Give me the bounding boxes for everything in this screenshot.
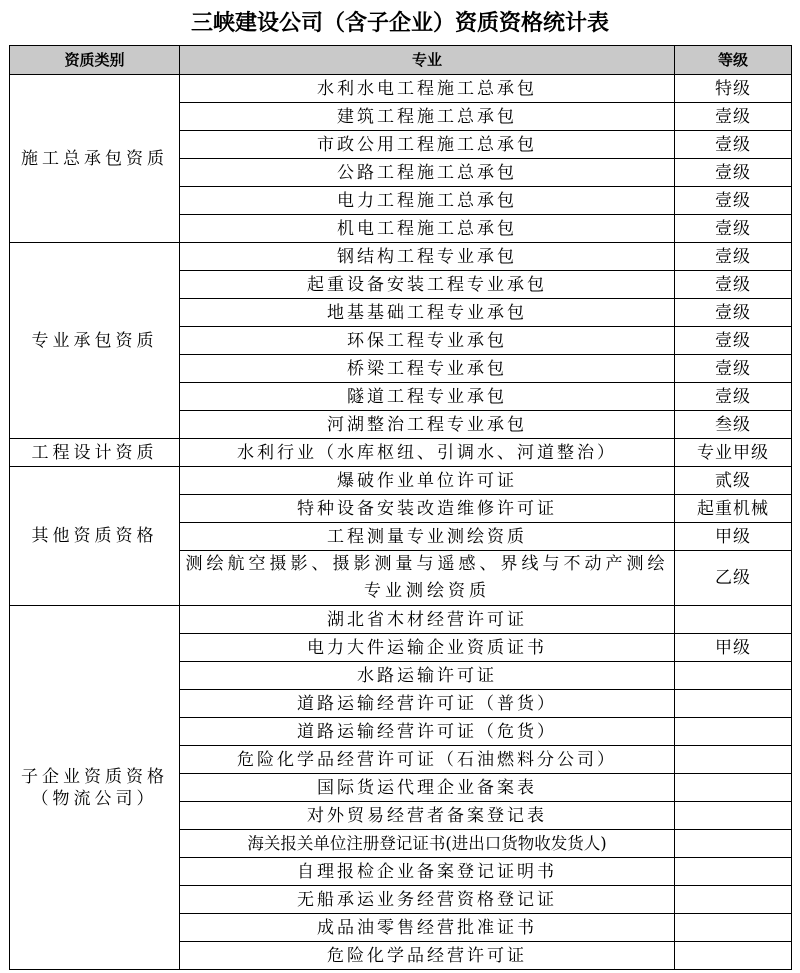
- specialty-cell: 机电工程施工总承包: [180, 215, 675, 243]
- specialty-cell: 建筑工程施工总承包: [180, 103, 675, 131]
- specialty-cell: 电力大件运输企业资质证书: [180, 634, 675, 662]
- specialty-cell: 电力工程施工总承包: [180, 187, 675, 215]
- category-cell: 专业承包资质: [10, 243, 180, 439]
- document-title: 三峡建设公司（含子企业）资质资格统计表: [190, 10, 609, 36]
- grade-cell: [675, 802, 792, 830]
- category-cell: 施工总承包资质: [10, 75, 180, 243]
- specialty-cell: 桥梁工程专业承包: [180, 355, 675, 383]
- grade-cell: 壹级: [675, 103, 792, 131]
- table-row: [10, 439, 792, 467]
- grade-cell: [675, 830, 792, 858]
- grade-cell: 壹级: [675, 299, 792, 327]
- specialty-cell: 水利行业（水库枢纽、引调水、河道整治）: [180, 439, 675, 467]
- grade-cell: 贰级: [675, 467, 792, 495]
- grade-cell: 壹级: [675, 327, 792, 355]
- grade-cell: [675, 690, 792, 718]
- grade-cell: [675, 662, 792, 690]
- grade-cell: [675, 774, 792, 802]
- category-cell-text: 子企业资质资格（物流公司）: [21, 766, 168, 809]
- specialty-cell: 道路运输经营许可证（危货）: [180, 718, 675, 746]
- grade-cell: 壹级: [675, 243, 792, 271]
- grade-cell: [675, 858, 792, 886]
- table-row: [10, 467, 792, 495]
- table-header-row: [10, 46, 792, 75]
- grade-cell: [675, 606, 792, 634]
- header-specialty: 专业: [180, 46, 675, 75]
- grade-cell: 起重机械: [675, 495, 792, 523]
- specialty-cell: 自理报检企业备案登记证明书: [180, 858, 675, 886]
- specialty-cell: 工程测量专业测绘资质: [180, 523, 675, 551]
- grade-cell: 乙级: [675, 551, 792, 606]
- specialty-cell: 湖北省木材经营许可证: [180, 606, 675, 634]
- specialty-cell: 起重设备安装工程专业承包: [180, 271, 675, 299]
- grade-cell: 壹级: [675, 355, 792, 383]
- specialty-cell: 河湖整治工程专业承包: [180, 411, 675, 439]
- specialty-cell: 成品油零售经营批准证书: [180, 914, 675, 942]
- specialty-cell: 海关报关单位注册登记证书(进出口货物收发货人): [180, 830, 675, 858]
- specialty-cell: 市政公用工程施工总承包: [180, 131, 675, 159]
- specialty-cell: 国际货运代理企业备案表: [180, 774, 675, 802]
- grade-cell: [675, 886, 792, 914]
- specialty-cell: 危险化学品经营许可证（石油燃料分公司）: [180, 746, 675, 774]
- header-category: 资质类别: [10, 46, 180, 75]
- table-row: [10, 75, 792, 103]
- grade-cell: 壹级: [675, 383, 792, 411]
- grade-cell: [675, 746, 792, 774]
- grade-cell: 甲级: [675, 634, 792, 662]
- specialty-cell: 道路运输经营许可证（普货）: [180, 690, 675, 718]
- grade-cell: 壹级: [675, 159, 792, 187]
- category-cell: 其他资质资格: [10, 467, 180, 606]
- specialty-cell: 钢结构工程专业承包: [180, 243, 675, 271]
- grade-cell: [675, 942, 792, 970]
- specialty-cell: 对外贸易经营者备案登记表: [180, 802, 675, 830]
- specialty-cell: 水利水电工程施工总承包: [180, 75, 675, 103]
- qualification-table: [9, 45, 792, 970]
- table-row: [10, 243, 792, 271]
- grade-cell: 壹级: [675, 131, 792, 159]
- category-cell: [10, 606, 180, 970]
- grade-cell: 叁级: [675, 411, 792, 439]
- specialty-cell: 水路运输许可证: [180, 662, 675, 690]
- specialty-cell: 爆破作业单位许可证: [180, 467, 675, 495]
- grade-cell: 专业甲级: [675, 439, 792, 467]
- header-grade: 等级: [675, 46, 792, 75]
- specialty-cell: 危险化学品经营许可证: [180, 942, 675, 970]
- specialty-cell: 环保工程专业承包: [180, 327, 675, 355]
- specialty-cell: 地基基础工程专业承包: [180, 299, 675, 327]
- grade-cell: 壹级: [675, 187, 792, 215]
- specialty-cell: 特种设备安装改造维修许可证: [180, 495, 675, 523]
- grade-cell: 壹级: [675, 215, 792, 243]
- grade-cell: 壹级: [675, 271, 792, 299]
- specialty-cell: 隧道工程专业承包: [180, 383, 675, 411]
- grade-cell: [675, 718, 792, 746]
- specialty-cell: 公路工程施工总承包: [180, 159, 675, 187]
- specialty-cell: 无船承运业务经营资格登记证: [180, 886, 675, 914]
- grade-cell: 特级: [675, 75, 792, 103]
- specialty-cell: 测绘航空摄影、摄影测量与遥感、界线与不动产测绘专业测绘资质: [180, 551, 675, 606]
- grade-cell: [675, 914, 792, 942]
- category-cell: 工程设计资质: [10, 439, 180, 467]
- table-row: [10, 606, 792, 634]
- grade-cell: 甲级: [675, 523, 792, 551]
